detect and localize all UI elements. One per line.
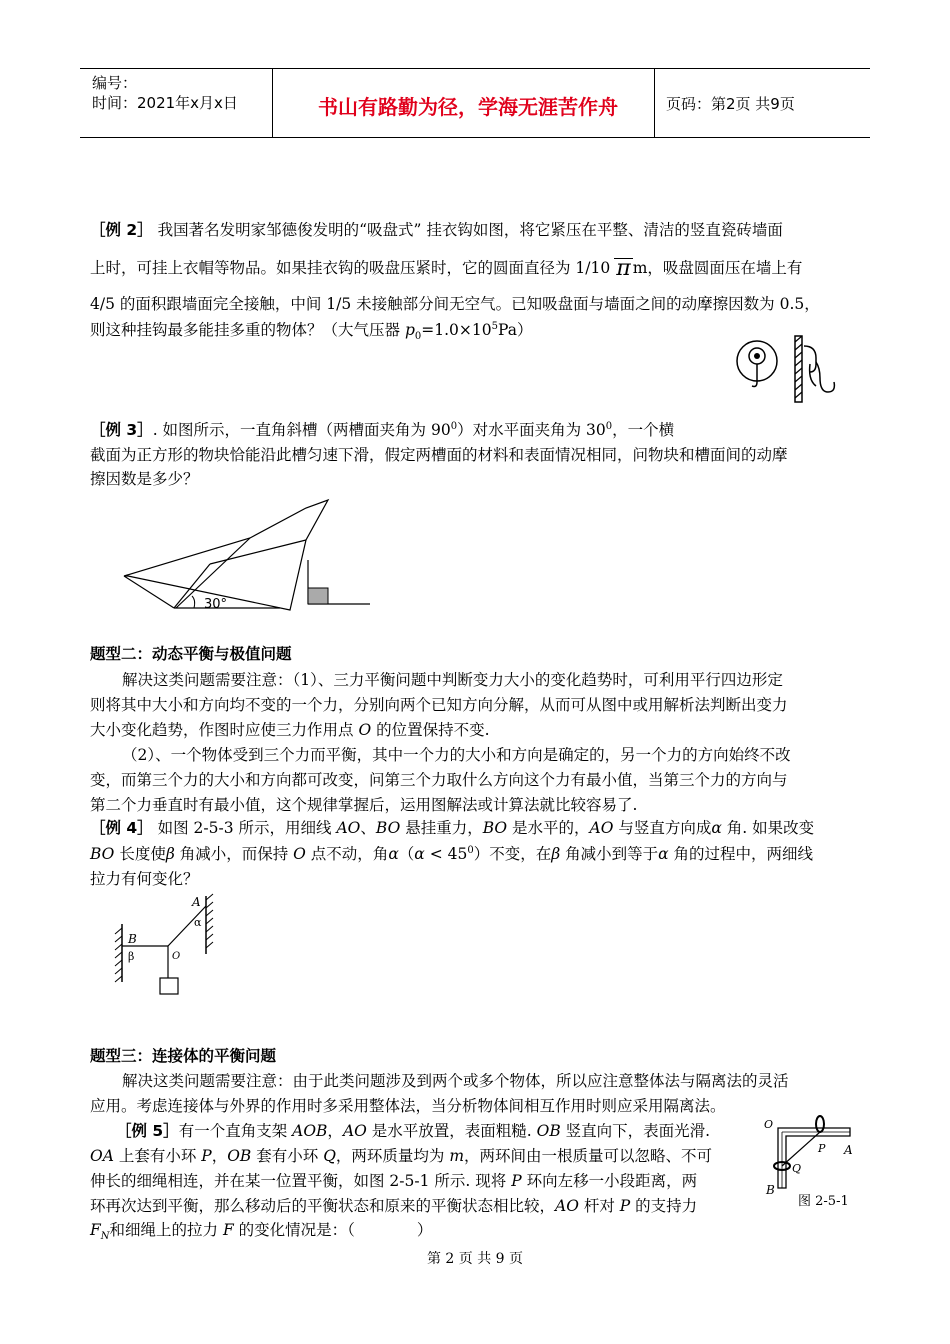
example2-line2: 上时，可挂上衣帽等物品。如果挂衣钩的吸盘压紧时，它的圆面直径为 1/10 π m，吸盘圆面压在墙上有 — [90, 256, 803, 281]
fig5-caption: 图 2-5-1 — [798, 1194, 849, 1209]
time-label: 时间：2021年x月x日 — [92, 94, 238, 112]
fig5-label-B: B — [766, 1183, 775, 1197]
section3-p2: 应用。考虑连接体与外界的作用时多采用整体法，当分析物体间相互作用时则应采用隔离法。 — [90, 1097, 726, 1115]
example5-line5: $F_N$和细绳上的拉力 F 的变化情况是：（ ） — [90, 1221, 433, 1243]
section2-p6: 第二个力垂直时有最小值，这个规律掌握后，运用图解法或计算法就比较容易了. — [90, 796, 638, 814]
fig4-label-O: O — [172, 951, 181, 962]
example5-line2: OA 上套有小环 P，OB 套有小环 Q，两环质量均为 m，两环间由一根质量可以忽略、不可 — [90, 1147, 713, 1165]
example3-line2: 截面为正方形的物块恰能沿此槽匀速下滑，假定两槽面的材料和表面情况相同，问物块和槽面间的动摩 — [90, 446, 788, 464]
page-footer: 第 2 页 共 9 页 — [426, 1251, 524, 1267]
serial-label: 编号： — [92, 74, 138, 92]
fig5-label-A: A — [844, 1143, 853, 1157]
fig5-label-Q: Q — [792, 1162, 802, 1175]
fig5-label-P: P — [818, 1142, 826, 1155]
example5-line1: ［例 5］有一个直角支架 AOB，AO 是水平放置，表面粗糙. OB 竖直向下，表面光滑. — [116, 1122, 711, 1140]
example3-line1: ［例 3］. 如图所示，一直角斜槽（两槽面夹角为 $90^0$）对水平面夹角为 $30^0$，一个横 — [90, 420, 675, 439]
section2-title: 题型二：动态平衡与极值问题 — [90, 645, 292, 663]
fig4-label-alpha: α — [194, 916, 202, 929]
page-label: 页码：第2页 共9页 — [666, 95, 795, 113]
example5-line4: 环再次达到平衡，那么移动后的平衡状态和原来的平衡状态相比较，AO 杆对 P 的支持力 — [90, 1197, 698, 1215]
section3-title: 题型三：连接体的平衡问题 — [90, 1047, 277, 1065]
header-info — [92, 73, 238, 113]
section2-p3: 大小变化趋势，作图时应使三力作用点 O 的位置保持不变. — [90, 721, 490, 739]
section2-p5: 变，而第三个力的大小和方向都可改变，问第三个力取什么方向这个力有最小值，当第三个力的方向与 — [90, 771, 788, 789]
fig4-label-beta: β — [128, 950, 135, 963]
motto: 书山有路勤为径，学海无涯苦作舟 — [318, 95, 618, 119]
example2-line3: 4/5 的面积跟墙面完全接触，中间 1/5 未接触部分间无空气。已知吸盘面与墙面之间的动摩擦因数为 0.5， — [90, 295, 820, 313]
section3-p1: 解决这类问题需要注意：由于此类问题涉及到两个或多个物体，所以应注意整体法与隔离法的灵活 — [122, 1072, 789, 1090]
header-table — [80, 68, 870, 138]
inclined-trough-figure — [120, 500, 380, 612]
fig4-label-B: B — [128, 932, 137, 946]
example4-line2: BO 长度使β 角减小，而保持 O 点不动，角$\alpha(\alpha < 45^0)$不变，在β 角减小到等于α 角的过程中，两细线 — [90, 844, 814, 863]
sqrt-pi: π — [616, 256, 631, 281]
example4-line1: ［例 4］ 如图 2-5-3 所示，用细线 AO、BO 悬挂重力，BO 是水平的，AO 与竖直方向成α 角. 如果改变 — [90, 819, 815, 837]
example3-line3: 擦因数是多少？ — [90, 470, 199, 488]
example4-line3: 拉力有何变化？ — [90, 870, 199, 888]
fig5-label-O: O — [764, 1118, 774, 1131]
example2-line4: 则这种挂钩最多能挂多重的物体？（大气压器 $p_0=1.0\times 10^5Pa$） — [90, 320, 533, 343]
section2-p1: 解决这类问题需要注意：（1）、三力平衡问题中判断变力大小的变化趋势时，可利用平行四边形定 — [122, 671, 783, 689]
example2-line1: ［例 2］ 我国著名发明家邹德俊发明的“吸盘式” 挂衣钩如图，将它紧压在平整、清洁的竖直瓷砖墙面 — [90, 221, 783, 239]
trough-angle-label: 30° — [204, 597, 228, 612]
fig4-label-A: A — [192, 895, 201, 909]
section2-p2: 则将其中大小和方向均不变的一个力，分别向两个已知方向分解，从而可从图中或用解析法判断出变力 — [90, 696, 788, 714]
section2-p4: （2）、一个物体受到三个力而平衡，其中一个力的大小和方向是确定的，另一个力的方向始终不改 — [122, 746, 791, 764]
example5-line3: 伸长的细绳相连，并在某一位置平衡，如图 2-5-1 所示. 现将 P 环向左移一小段距离，两 — [90, 1172, 698, 1190]
string-suspension-figure — [108, 894, 218, 1004]
suction-hook-figure — [732, 334, 842, 404]
